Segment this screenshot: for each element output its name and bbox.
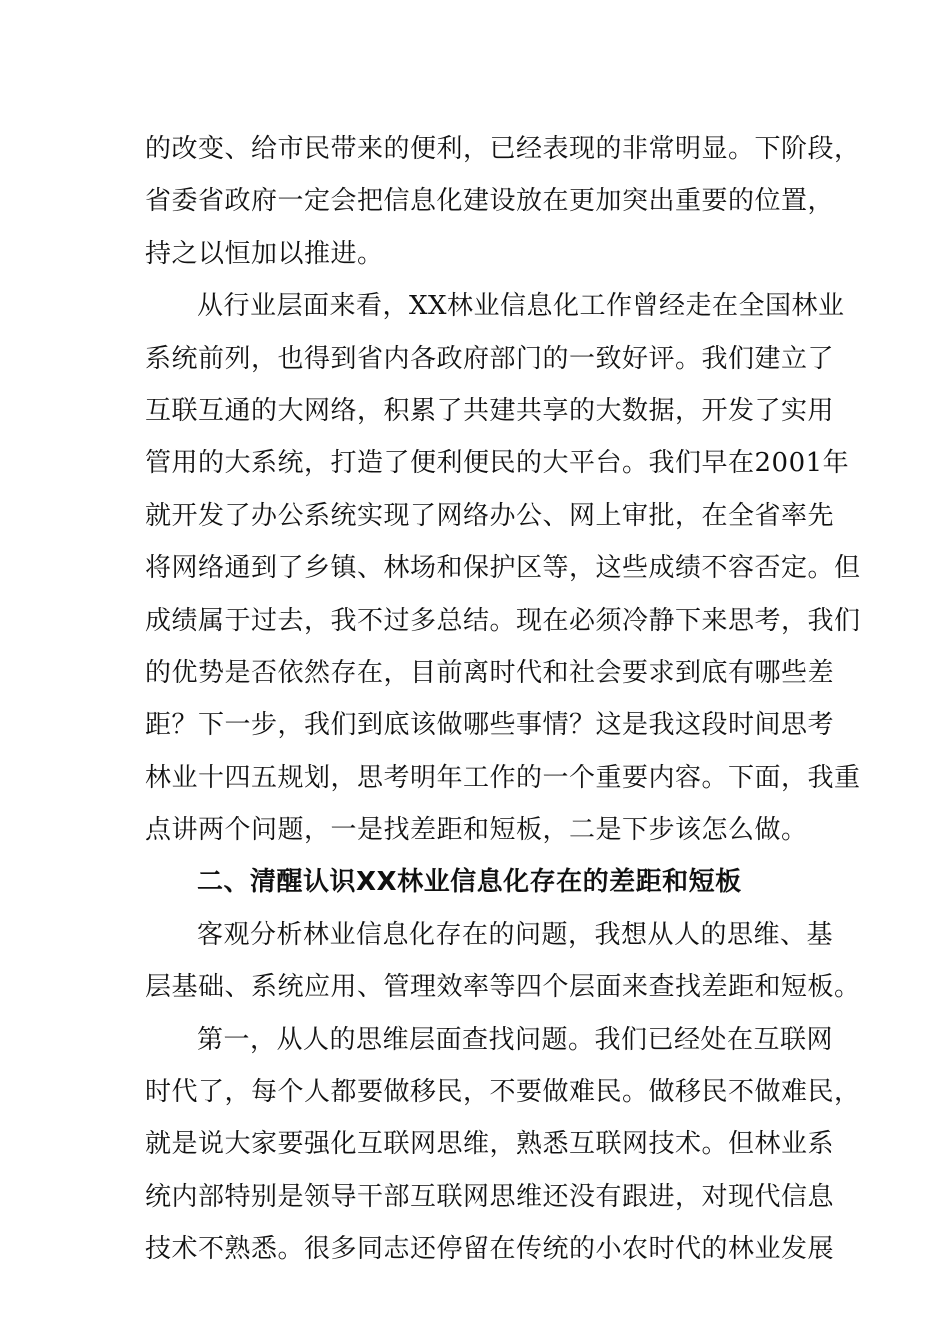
paragraph-2-line-4: 管用的大系统，打造了便利便民的大平台。我们早在2001年 [145, 448, 850, 479]
paragraph-4-line-5: 技术不熟悉。很多同志还停留在传统的小农时代的林业发展 [145, 1234, 835, 1265]
paragraph-4-line-4: 统内部特别是领导干部互联网思维还没有跟进，对现代信息 [145, 1181, 835, 1212]
paragraph-2-line-9: 距？下一步，我们到底该做哪些事情？这是我这段时间思考 [145, 710, 835, 741]
paragraph-4-line-1: 第一，从人的思维层面查找问题。我们已经处在互联网 [197, 1024, 834, 1055]
paragraph-3-line-1: 客观分析林业信息化存在的问题，我想从人的思维、基 [197, 919, 834, 950]
paragraph-2-line-2: 系统前列，也得到省内各政府部门的一致好评。我们建立了 [145, 343, 835, 374]
paragraph-3-line-2: 层基础、系统应用、管理效率等四个层面来查找差距和短板。 [145, 972, 861, 1003]
paragraph-2-line-10: 林业十四五规划，思考明年工作的一个重要内容。下面，我重 [145, 762, 861, 793]
paragraph-2-line-11: 点讲两个问题，一是找差距和短板，二是下步该怎么做。 [145, 815, 808, 846]
paragraph-4-line-2: 时代了，每个人都要做移民，不要做难民。做移民不做难民， [145, 1077, 861, 1108]
paragraph-4-line-3: 就是说大家要强化互联网思维，熟悉互联网技术。但林业系 [145, 1129, 835, 1160]
paragraph-2-line-7: 成绩属于过去，我不过多总结。现在必须冷静下来思考，我们 [145, 605, 861, 636]
paragraph-2-line-5: 就开发了办公系统实现了网络办公、网上审批，在全省率先 [145, 500, 835, 531]
paragraph-2-line-3: 互联互通的大网络，积累了共建共享的大数据，开发了实用 [145, 395, 835, 426]
section-heading: 二、清醒认识XX林业信息化存在的差距和短板 [197, 867, 742, 898]
paragraph-2-line-1: 从行业层面来看，XX林业信息化工作曾经走在全国林业 [197, 291, 845, 322]
paragraph-2-line-8: 的优势是否依然存在，目前离时代和社会要求到底有哪些差 [145, 657, 835, 688]
paragraph-1-line-3: 持之以恒加以推进。 [145, 238, 384, 269]
paragraph-2-line-6: 将网络通到了乡镇、林场和保护区等，这些成绩不容否定。但 [145, 553, 861, 584]
document-body [145, 123, 861, 1276]
paragraph-1-line-2: 省委省政府一定会把信息化建设放在更加突出重要的位置， [145, 186, 835, 217]
paragraph-1-line-1: 的改变、给市民带来的便利，已经表现的非常明显。下阶段， [145, 134, 861, 164]
